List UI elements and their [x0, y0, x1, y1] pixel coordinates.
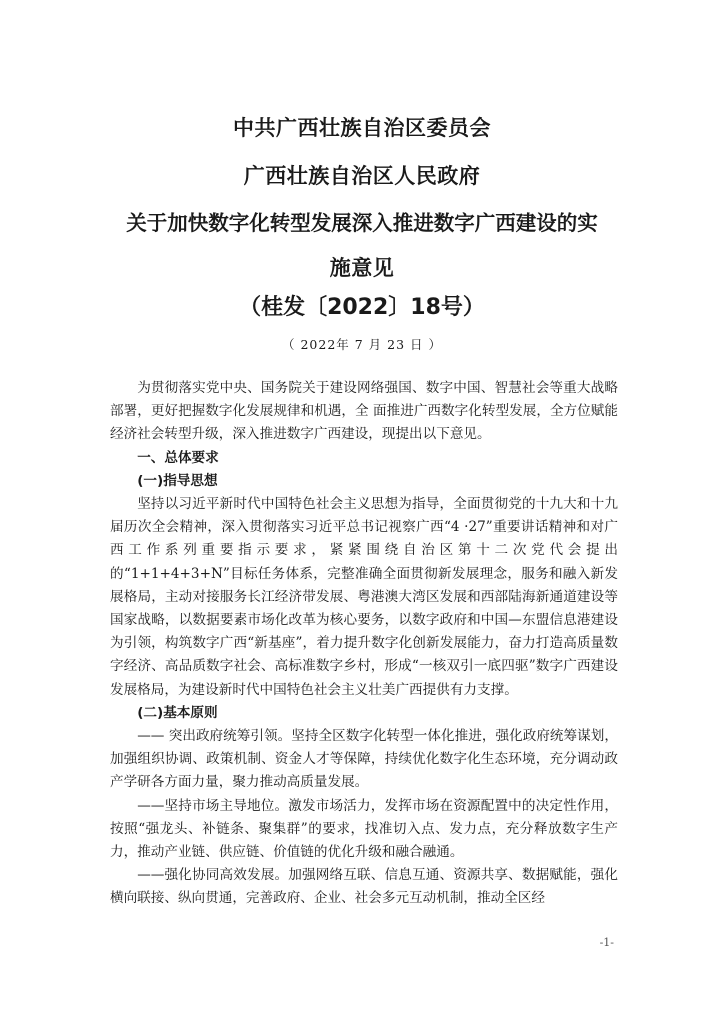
principle-paragraph-coordination: ——强化协同高效发展。加强网络互联、信息互通、资源共享、数据赋能，强化横向联接、纵向贯通，完善政府、企业、社会多元互动机制，推动全区经 [110, 867, 618, 907]
section-heading-general-requirements: 一、总体要求 [137, 449, 219, 466]
title-issuer-government: 广西壮族自治区人民政府 [243, 164, 481, 188]
document-body [110, 377, 618, 911]
subsection-heading-basic-principles: (二)基本原则 [137, 704, 218, 721]
document-number: （桂发〔2022〕18号） [239, 295, 485, 320]
title-issuer-party: 中共广西壮族自治区委员会 [233, 116, 491, 140]
principle-paragraph-government: —— 突出政府统筹引领。坚持全区数字化转型一体化推进，强化政府统筹谋划，加强组织协调、政策机制、资金人才等保障，持续优化数字化生态环境，充分调动政产学研各方面力量，聚力推动高质量发展。 [110, 728, 618, 791]
title-subject-line2: 施意见 [329, 256, 395, 280]
principle-paragraph-market: ——坚持市场主导地位。激发市场活力，发挥市场在资源配置中的决定性作用，按照“强龙头、补链条、聚集群”的要求，找准切入点、发力点，充分释放数字生产力，推动产业链、供应链、价值链的优化升级和融合融通。 [110, 797, 618, 861]
document-date: （ 2022年 7 月 23 日 ） [281, 337, 442, 352]
title-subject-line1: 关于加快数字化转型发展深入推进数字广西建设的实 [126, 211, 598, 235]
intro-paragraph: 为贯彻落实党中央、国务院关于建设网络强国、数字中国、智慧社会等重大战略部署，更好把握数字化发展规律和机遇，全 面推进广西数字化转型发展，全方位赋能经济社会转型升级，深入推进数字广西建设，现提出以下意见。 [110, 380, 618, 443]
subsection-heading-guiding-thought: (一)指导思想 [137, 472, 218, 489]
guiding-thought-paragraph: 坚持以习近平新时代中国特色社会主义思想为指导，全面贯彻党的十九大和十九届历次全会精神，深入贯彻落实习近平总书记视察广西“4 ·27”重要讲话精神和对广西工作系列重要指示要求，紧紧围绕自治区第十二次党代会提出的“1+1+4+3+N”目标任务体系，完整准确全面贯彻新发展理念，服务和融入新发展格局，主动对接服务长江经济带发展、粤港澳大湾区发展和西部陆海新通道建设等国家战略，以数据要素市场化改革为核心要务，以数字政府和中国—东盟信息港建设为引领，构筑数字广西“新基座”，着力提升数字化创新发展能力，奋力打造高质量数字经济、高品质数字社会、高标准数字乡村，形成“一核双引一底四驱”数字广西建设发展格局，为建设新时代中国特色社会主义壮美广西提供有力支撑。 [110, 496, 618, 698]
page-number: -1- [599, 936, 614, 949]
